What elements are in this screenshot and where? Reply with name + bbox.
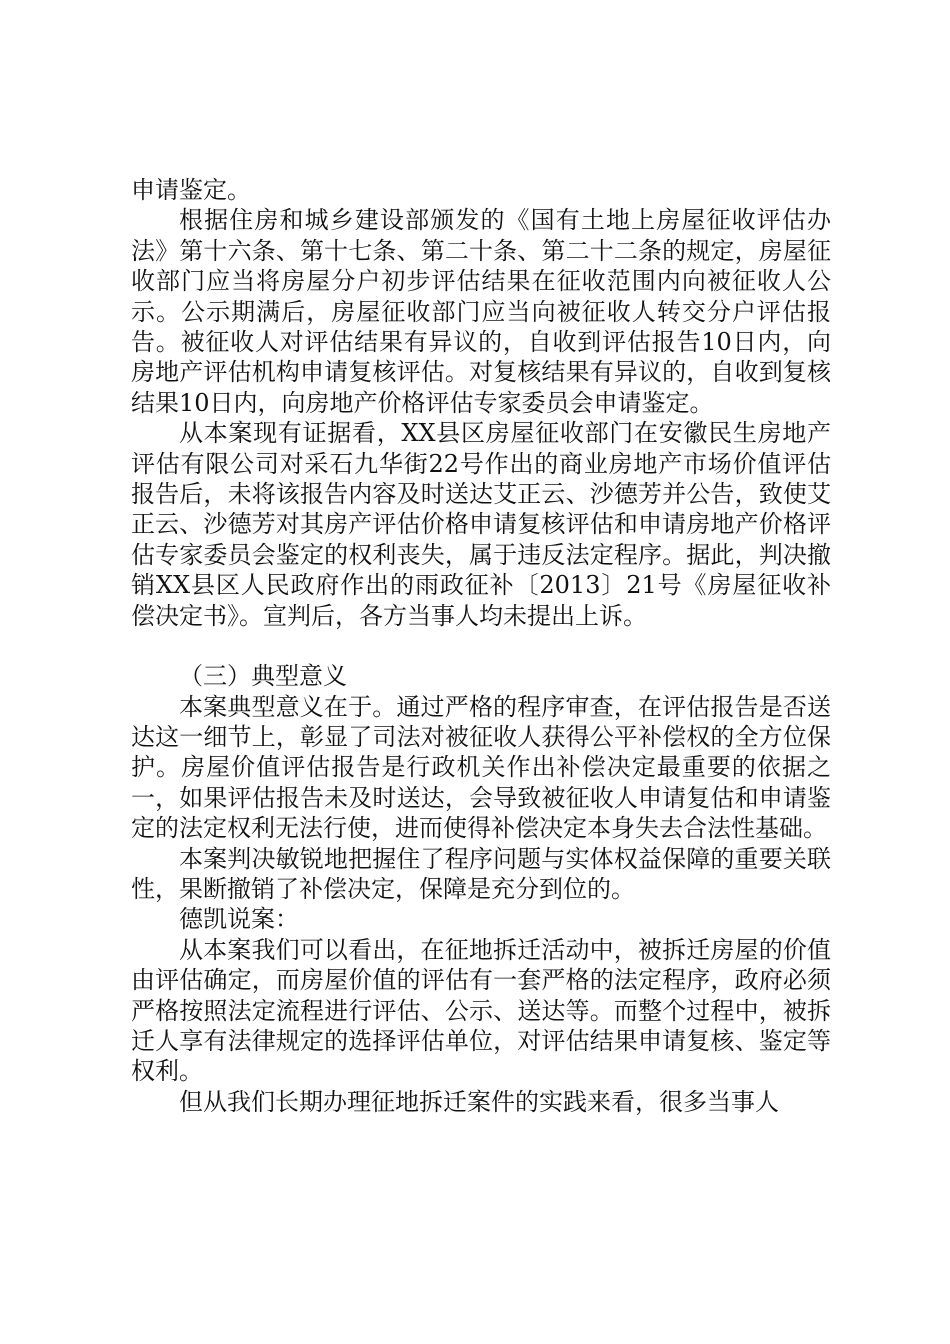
paragraph-evaluation-rules: 根据住房和城乡建设部颁发的《国有土地上房屋征收评估办法》第十六条、第十七条、第二十条、第二十二条的规定，房屋征收部门应当将房屋分户初步评估结果在征收范围内向被征收人公示。公示期满后，房屋征收部门应当向被征收人转交分户评估报告。被征收人对评估结果有异议的，自收到评估报告10日内，向房地产评估机构申请复核评估。对复核结果有异议的，自收到复核结果10日内，向房地产价格评估专家委员会申请鉴定。 [131,206,831,417]
paragraph-judgment-insight: 本案判决敏锐地把握住了程序问题与实体权益保障的重要关联性，果断撤销了补偿决定，保障是充分到位的。 [131,844,831,903]
paragraph-practice: 但从我们长期办理征地拆迁案件的实践来看，很多当事人 [179,1087,779,1116]
paragraph-commentary: 从本案我们可以看出，在征地拆迁活动中，被拆迁房屋的价值由评估确定，而房屋价值的评估有一套严格的法定程序，政府必须严格按照法定流程进行评估、公示、送达等。而整个过程中，被拆迁人享有法律规定的选择评估单位，对评估结果申请复核、鉴定等权利。 [131,935,831,1086]
document-body [131,175,831,1117]
paragraph-dekai-label: 德凯说案： [179,905,299,934]
paragraph-case-ruling: 从本案现有证据看，XX县区房屋征收部门在安徽民生房地产评估有限公司对采石九华街22号作出的商业房地产市场价值评估报告后，未将该报告内容及时送达艾正云、沙德芳并公告，致使艾正云、沙德芳对其房产评估价格申请复核评估和申请房地产价格评估专家委员会鉴定的权利丧失，属于违反法定程序。据此，判决撤销XX县区人民政府作出的雨政征补〔2013〕21号《房屋征收补偿决定书》。宣判后，各方当事人均未提出上诉。 [131,419,831,630]
section-heading-typical-significance: （三）典型意义 [179,662,347,691]
paragraph-continuation: 申请鉴定。 [131,176,251,204]
paragraph-significance: 本案典型意义在于。通过严格的程序审查，在评估报告是否送达这一细节上，彰显了司法对被征收人获得公平补偿权的全方位保护。房屋价值评估报告是行政机关作出补偿决定最重要的依据之一，如果评估报告未及时送达，会导致被征收人申请复估和申请鉴定的法定权利无法行使，进而使得补偿决定本身失去合法性基础。 [131,692,831,843]
